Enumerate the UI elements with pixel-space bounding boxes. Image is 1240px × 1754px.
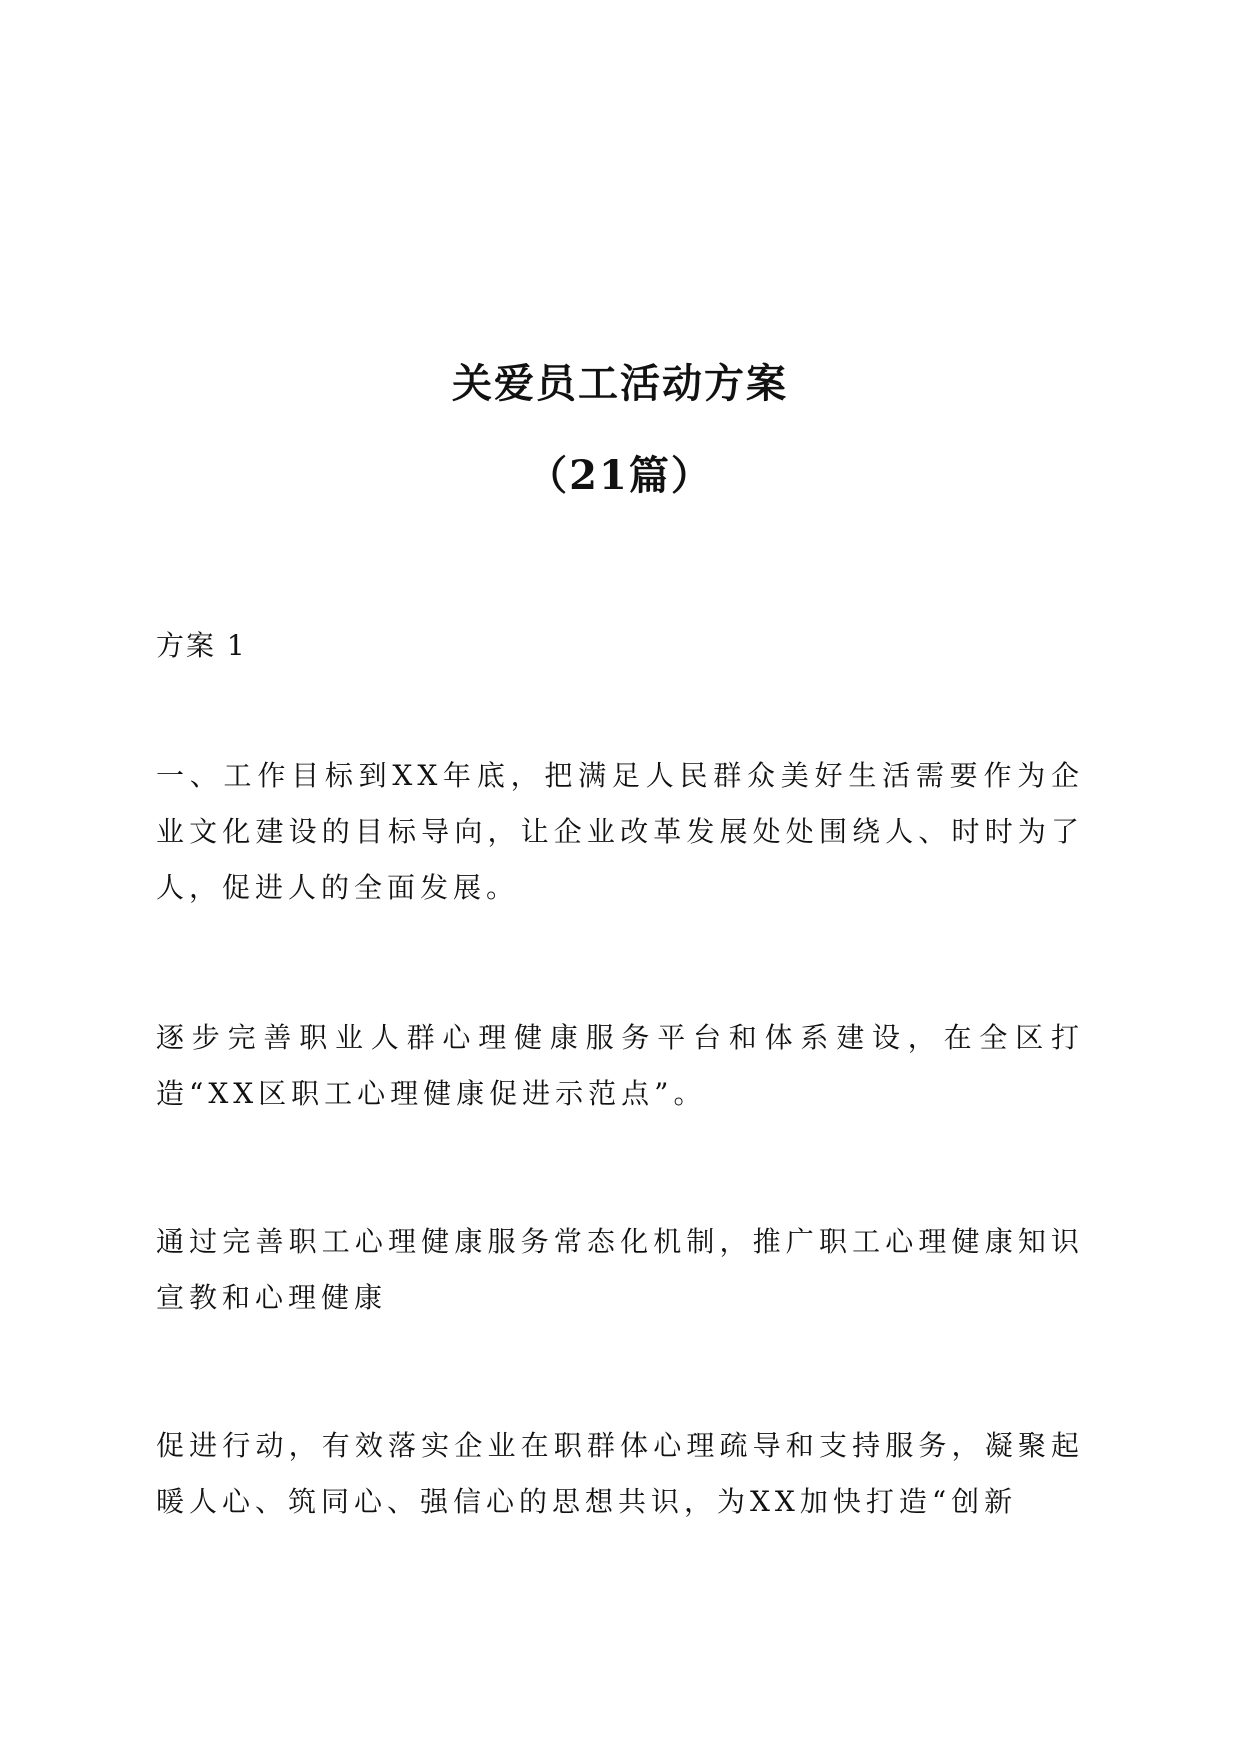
section-label: 方案 1	[156, 629, 247, 662]
paragraph-mechanism: 通过完善职工心理健康服务常态化机制，推广职工心理健康知识宣教和心理健康	[156, 1225, 1084, 1314]
paragraph-goal: 一、工作目标到XX年底，把满足人民群众美好生活需要作为企业文化建设的目标导向，让企业改革发展处处围绕人、时时为了人，促进人的全面发展。	[156, 759, 1084, 904]
paragraph-platform: 逐步完善职业人群心理健康服务平台和体系建设，在全区打造“XX区职工心理健康促进示范点”。	[156, 1021, 1084, 1110]
document-subtitle: （21篇）	[527, 452, 713, 499]
document-title: 关爱员工活动方案	[452, 360, 788, 407]
paragraph-action: 促进行动，有效落实企业在职群体心理疏导和支持服务，凝聚起暖人心、筑同心、强信心的思想共识，为XX加快打造“创新	[156, 1429, 1084, 1518]
